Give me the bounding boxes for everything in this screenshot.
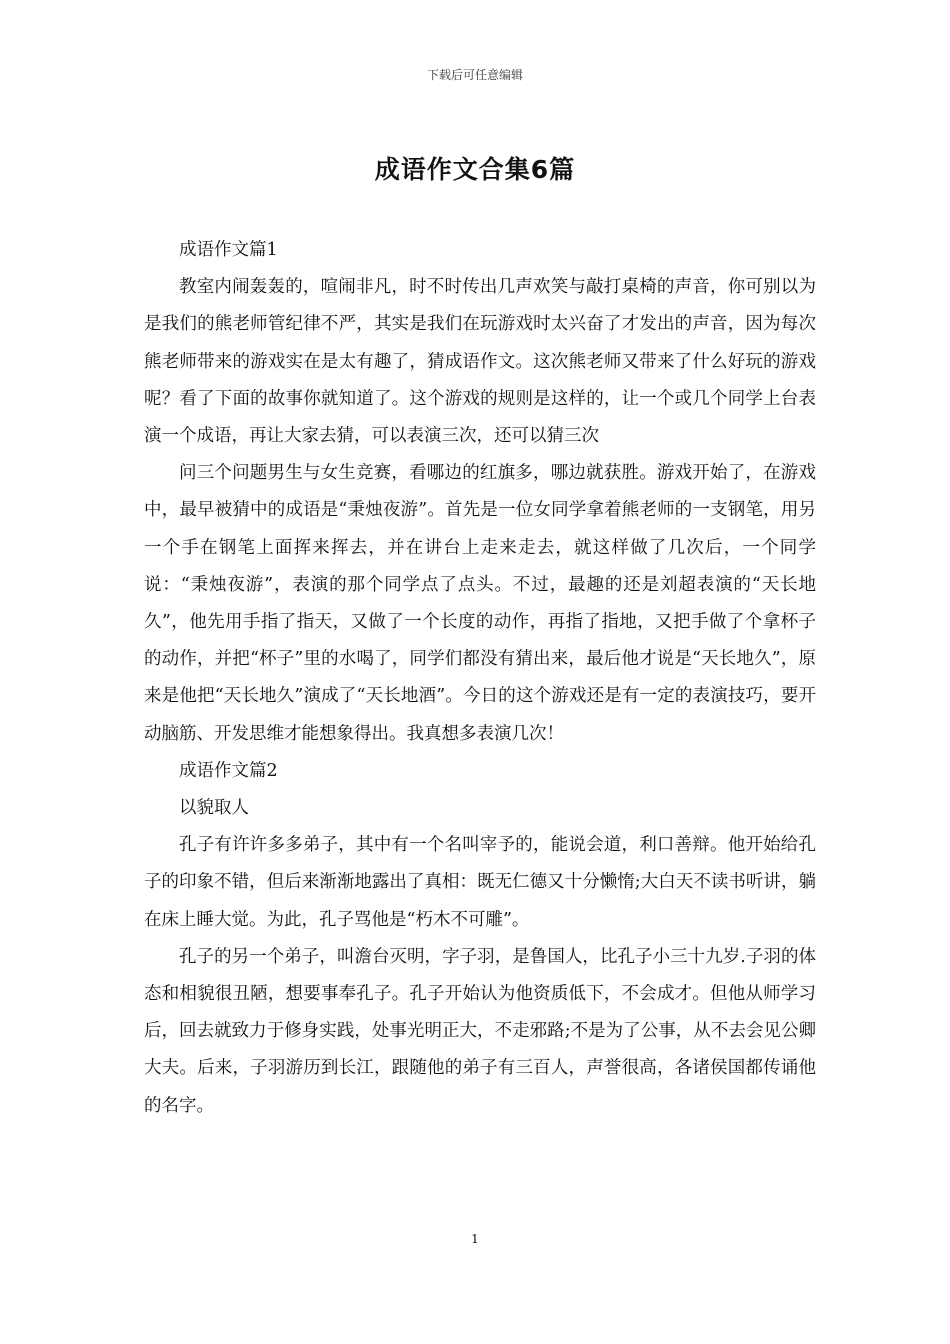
section-heading: 成语作文篇1	[179, 240, 278, 260]
document-title: 成语作文合集6篇	[374, 155, 576, 184]
page-number: 1	[471, 1232, 479, 1246]
section-subtitle: 以貌取人	[179, 798, 249, 819]
page-header-note: 下载后可任意编辑	[426, 68, 523, 82]
section-heading: 成语作文篇2	[179, 760, 278, 781]
body-paragraph: 教室内闹轰轰的，喧闹非凡，时不时传出几声欢笑与敲打桌椅的声音，你可别以为是我们的熊老师管纪律不严，其实是我们在玩游戏时太兴奋了才发出的声音，因为每次熊老师带来的游戏实在是太有趣了，猜成语作文。这次熊老师又带来了什么好玩的游戏呢？看了下面的故事你就知道了。这个游戏的规则是这样的，让一个或几个同学上台表演一个成语，再让大家去猜，可以表演三次，还可以猜三次	[144, 277, 816, 447]
document-body	[144, 232, 816, 1125]
body-paragraph: 孔子的另一个弟子，叫澹台灭明，字子羽，是鲁国人，比孔子小三十九岁.子羽的体态和相貌很丑陋，想要事奉孔子。孔子开始认为他资质低下，不会成才。但他从师学习后，回去就致力于修身实践，处事光明正大，不走邪路;不是为了公事，从不去会见公卿大夫。后来，子羽游历到长江，跟随他的弟子有三百人，声誉很高，各诸侯国都传诵他的名字。	[144, 946, 816, 1116]
body-paragraph: 孔子有许许多多弟子，其中有一个名叫宰予的，能说会道，利口善辩。他开始给孔子的印象不错，但后来渐渐地露出了真相：既无仁德又十分懒惰;大白天不读书听讲，躺在床上睡大觉。为此，孔子骂他是“朽木不可雕”。	[144, 835, 816, 930]
body-paragraph: 问三个问题男生与女生竞赛，看哪边的红旗多，哪边就获胜。游戏开始了，在游戏中，最早被猜中的成语是“秉烛夜游”。首先是一位女同学拿着熊老师的一支钢笔，用另一个手在钢笔上面挥来挥去，并在讲台上走来走去，就这样做了几次后，一个同学说：“秉烛夜游”，表演的那个同学点了点头。不过，最趣的还是刘超表演的“天长地久”，他先用手指了指天，又做了一个长度的动作，再指了指地，又把手做了个拿杯子的动作，并把“杯子”里的水喝了，同学们都没有猜出来，最后他才说是“天长地久”，原来是他把“天长地久”演成了“天长地酒”。今日的这个游戏还是有一定的表演技巧，要开动脑筋、开发思维才能想象得出。我真想多表演几次！	[144, 463, 816, 744]
